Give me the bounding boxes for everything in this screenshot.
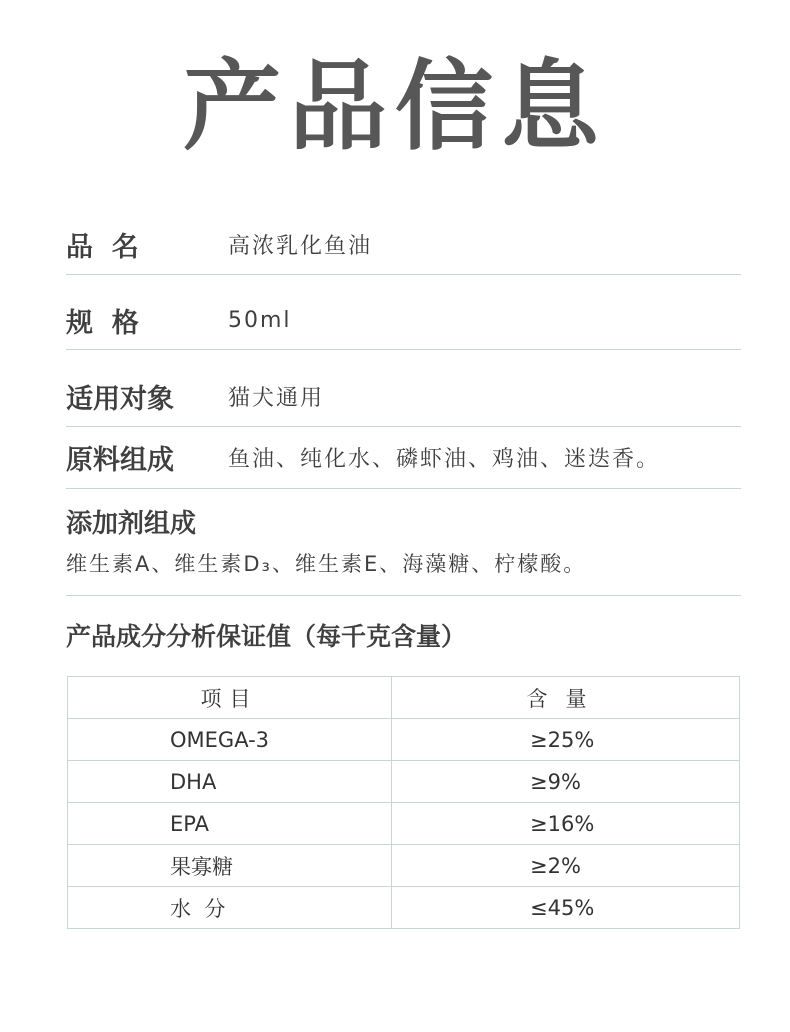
table-header-row xyxy=(68,677,740,719)
info-row-name xyxy=(66,224,741,264)
target-value: 猫犬通用 xyxy=(228,385,325,411)
info-row-target xyxy=(66,376,741,416)
info-row-spec xyxy=(66,300,741,340)
table-row xyxy=(68,845,740,887)
divider xyxy=(66,426,741,427)
divider xyxy=(66,488,741,489)
row-amount: ≥9% xyxy=(392,761,740,803)
ingredients-label: 原料组成 xyxy=(66,444,174,476)
spec-label: 规 格 xyxy=(66,307,139,339)
analysis-table-title: 产品成分分析保证值（每千克含量） xyxy=(66,622,467,651)
divider xyxy=(66,595,741,596)
product-name-value: 高浓乳化鱼油 xyxy=(228,233,373,259)
table-row xyxy=(68,761,740,803)
row-item: DHA xyxy=(68,761,392,803)
table-row xyxy=(68,803,740,845)
ingredients-value: 鱼油、纯化水、磷虾油、鸡油、迷迭香。 xyxy=(228,446,661,472)
additive-value: 维生素A、维生素D₃、维生素E、海藻糖、柠檬酸。 xyxy=(66,552,587,576)
spec-value: 50ml xyxy=(228,307,292,333)
row-item: OMEGA-3 xyxy=(68,719,392,761)
divider xyxy=(66,274,741,275)
product-name-label: 品 名 xyxy=(66,231,139,263)
table-row xyxy=(68,887,740,929)
row-item: 果寡糖 xyxy=(68,845,392,887)
target-label: 适用对象 xyxy=(66,383,174,415)
info-row-ingredients xyxy=(66,437,741,477)
table-row xyxy=(68,719,740,761)
row-amount: ≥16% xyxy=(392,803,740,845)
row-item: EPA xyxy=(68,803,392,845)
row-amount: ≤45% xyxy=(392,887,740,929)
additive-label: 添加剂组成 xyxy=(66,509,197,539)
header-item: 项目 xyxy=(68,677,392,719)
row-amount: ≥25% xyxy=(392,719,740,761)
divider xyxy=(66,349,741,350)
page-title: 产品信息 xyxy=(182,50,607,164)
header-amount: 含量 xyxy=(392,677,740,719)
row-item: 水 分 xyxy=(68,887,392,929)
row-amount: ≥2% xyxy=(392,845,740,887)
analysis-table xyxy=(67,676,740,929)
